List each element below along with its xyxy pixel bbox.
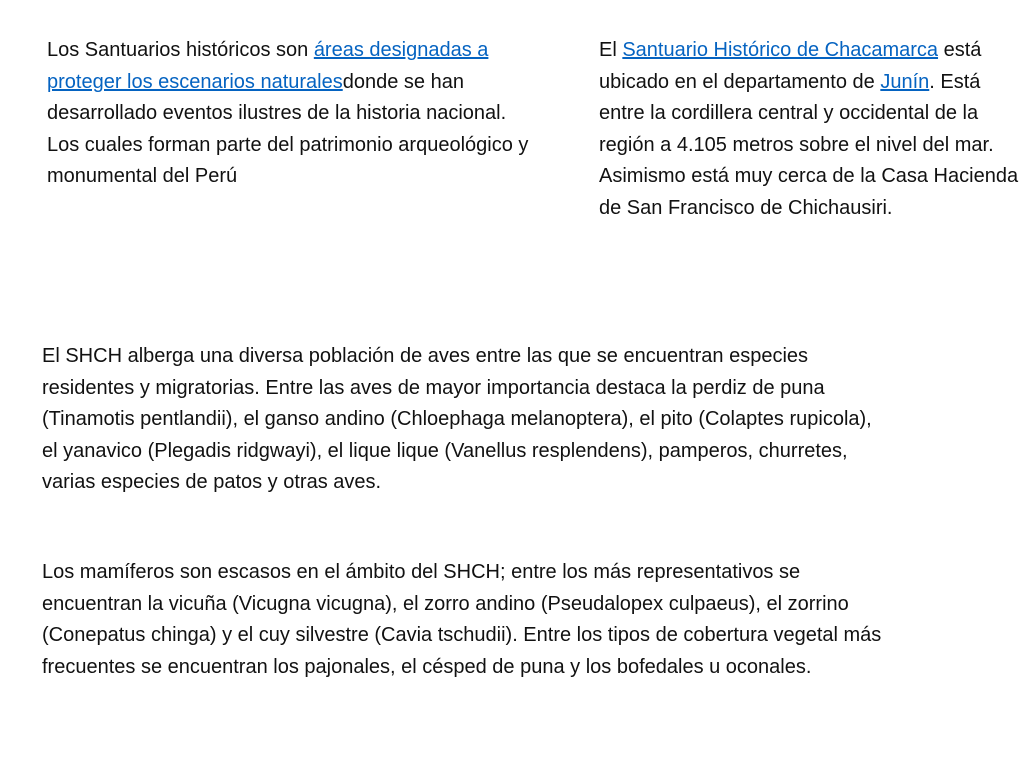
chacamarca-middle: está ubicado en el departamento de (599, 39, 982, 93)
junin-link[interactable]: Junín (880, 70, 930, 93)
chacamarca-prefix: El (599, 39, 623, 61)
birds-paragraph: El SHCH alberga una diversa población de aves entre las que se encuentran especies residentes y migratorias. Entre las aves de mayor importancia destaca la perdiz de puna (Tinamotis pentlandii), el ganso andino (Chloephaga melanoptera), el pito (Colaptes rupicola), el yanavico (Plegadis ridgwayi), el lique lique (Vanellus resplendens), pamperos, churretes, varias especies de patos y otras aves. (42, 345, 872, 493)
santuarios-intro-paragraph (47, 35, 537, 193)
areas-designadas-link[interactable]: áreas designadas a proteger los escenarios naturales (47, 39, 489, 93)
santuario-chacamarca-link[interactable]: Santuario Histórico de Chacamarca (622, 39, 939, 61)
chacamarca-suffix: . Está entre la cordillera central y occidental de la región a 4.105 metros sobre el nivel del mar. Asimismo está muy cerca de la Casa Hacienda de San Francisco de Chichausiri. (599, 70, 1019, 219)
mammals-paragraph: Los mamíferos son escasos en el ámbito del SHCH; entre los más representativos se encuentran la vicuña (Vicugna vicugna), el zorro andino (Pseudalopex culpaeus), el zorrino (Conepatus chinga) y el cuy silvestre (Cavia tschudii). Entre los tipos de cobertura vegetal más frecuentes se encuentran los pajonales, el césped de puna y los bofedales u oconales. (42, 561, 882, 678)
santuarios-intro-prefix: Los Santuarios históricos son (47, 39, 314, 61)
chacamarca-location-paragraph (599, 35, 1019, 224)
santuarios-intro-suffix: donde se han desarrollado eventos ilustres de la historia nacional. Los cuales forman parte del patrimonio arqueológico y monumental del Perú (47, 70, 529, 187)
